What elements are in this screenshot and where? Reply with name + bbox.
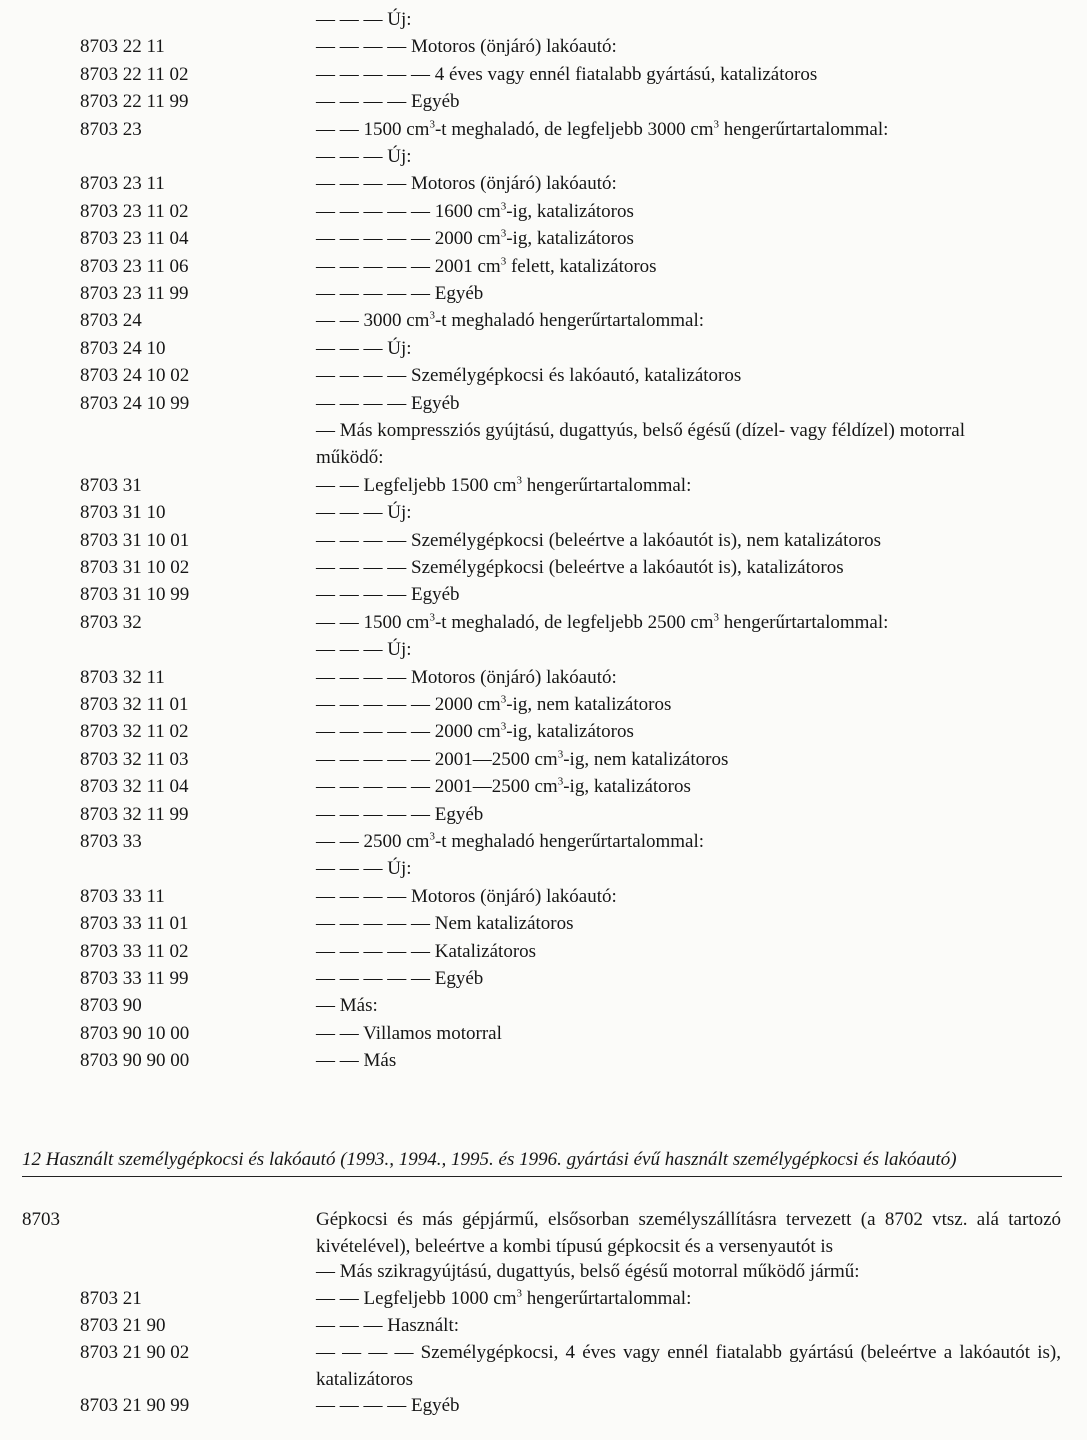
tariff-description: — — Legfeljebb 1500 $cm^3$ hengerűrtartalommal:: [316, 474, 692, 496]
tariff-row: [0, 88, 1087, 115]
tariff-code: 8703 22 11 02: [80, 63, 189, 85]
tariff-code: 8703 23 11: [80, 173, 165, 195]
tariff-description: — — — Használt:: [316, 1315, 460, 1336]
tariff-code: 8703 33: [80, 831, 142, 852]
tariff-row: [0, 801, 1087, 828]
tariff-description: — — — — Egyéb: [316, 584, 460, 606]
tariff-description: — — — — Motoros (önjáró) lakóautó:: [316, 666, 617, 688]
tariff-row: [0, 883, 1087, 910]
tariff-code: 8703 32 11 02: [80, 721, 189, 743]
tariff-code: 8703 33 11 99: [80, 968, 189, 989]
tariff-code: 8703 31 10 99: [80, 584, 190, 606]
tariff-code: 8703 22 11: [80, 36, 165, 58]
tariff-description: — — 2500 $cm^3-t$ meghaladó hengerűrtartalommal:: [316, 830, 705, 852]
tariff-description: — — — — Személygépkocsi, 4 éves vagy ennél fiatalabb gyártású (beleértve a lakóautót is), katalizátoros: [316, 1342, 1061, 1390]
tariff-description: — — — — Egyéb: [316, 1395, 460, 1416]
tariff-code: 8703 32: [80, 611, 142, 633]
tariff-row: [0, 965, 1087, 992]
tariff-code: 8703 32 11 99: [80, 803, 189, 825]
tariff-row: [0, 1020, 1087, 1047]
tariff-code: 8703 21: [80, 1288, 142, 1309]
tariff-code: 8703 31 10: [80, 502, 166, 524]
tariff-description: — — — Új:: [316, 502, 412, 524]
tariff-code: 8703 21 90 02: [80, 1342, 190, 1363]
tariff-description: — — — — — 2000 $cm^3-ig$, nem katalizátoros: [316, 693, 672, 715]
tariff-code: 8703 23 11 99: [80, 283, 189, 304]
tariff-description: — — — — Motoros (önjáró) lakóautó:: [316, 36, 617, 58]
tariff-code: 8703 31 10 01: [80, 529, 190, 551]
tariff-code: 8703 31: [80, 474, 142, 496]
tariff-description: működő:: [316, 447, 384, 469]
tariff-code: 8703 24 10: [80, 337, 166, 359]
tariff-description: — — — — — Nem katalizátoros: [316, 913, 574, 935]
heading-row: [0, 1206, 1087, 1260]
tariff-row: [0, 170, 1087, 197]
tariff-description: — — 3000 $cm^3-t$ meghaladó hengerűrtartalommal:: [316, 310, 705, 332]
heading-description: Gépkocsi és más gépjármű, elsősorban személyszállításra tervezett (a 8702 vtsz. alá tartozó kivételével), beleértve a kombi típusú gépkocsit és a versenyautót is: [316, 1209, 1061, 1257]
tariff-description: — — Villamos motorral: [316, 1022, 502, 1044]
tariff-description: — — — — Egyéb: [316, 91, 460, 113]
tariff-description: — — Más: [316, 1050, 397, 1072]
tariff-row: [0, 335, 1087, 362]
tariff-row: [0, 444, 1087, 471]
tariff-row: [0, 828, 1087, 855]
tariff-description: — — — — — Egyéb: [316, 283, 484, 304]
tariff-description: — — — Új:: [316, 639, 412, 661]
tariff-row: [0, 417, 1087, 444]
tariff-row: [0, 307, 1087, 334]
tariff-code: 8703 24: [80, 310, 142, 332]
tariff-description: — — 1500 $cm^3-t$ meghaladó, de legfeljebb 2500 $cm^3$ hengerűrtartalommal:: [316, 611, 889, 633]
tariff-row: [0, 581, 1087, 608]
tariff-row: [0, 691, 1087, 718]
tariff-description: — — — — — 2001—2500 $cm^3-ig$, katalizátoros: [316, 775, 691, 798]
tariff-row: [0, 1392, 1087, 1419]
tariff-description: — — — Új:: [316, 337, 412, 359]
tariff-row: [0, 910, 1087, 937]
tariff-code: 8703 90 10 00: [80, 1022, 190, 1044]
tariff-code: 8703 22 11 99: [80, 91, 189, 113]
tariff-description: — — — — — 1600 $cm^3-ig$, katalizátoros: [316, 200, 634, 222]
tariff-description: — Más:: [316, 995, 378, 1017]
tariff-code: 8703 33 11 01: [80, 913, 189, 935]
tariff-code: 8703 32 11 04: [80, 776, 189, 798]
tariff-row: [0, 143, 1087, 170]
tariff-code: 8703 32 11 03: [80, 748, 189, 770]
tariff-row: [0, 636, 1087, 663]
tariff-code: 8703 33 11 02: [80, 940, 189, 962]
tariff-description: — — — — Személygépkocsi (beleértve a lakóautót is), katalizátoros: [316, 557, 844, 578]
tariff-description: — — — — — Egyéb: [316, 968, 484, 989]
tariff-code: 8703 32 11: [80, 666, 165, 688]
section-divider: [22, 1176, 1062, 1177]
tariff-row: [0, 390, 1087, 417]
tariff-description: — — — Új:: [316, 146, 412, 167]
tariff-description: — Más kompressziós gyújtású, dugattyús, belső égésű (dízel- vagy féldízel) motorral: [316, 420, 966, 441]
tariff-row: [0, 116, 1087, 143]
tariff-row: [0, 362, 1087, 389]
tariff-description: — — Legfeljebb 1000 $cm^3$ hengerűrtartalommal:: [316, 1287, 692, 1309]
tariff-description: — — — — Személygépkocsi (beleértve a lakóautót is), nem katalizátoros: [316, 529, 882, 551]
tariff-description: — — — — — 4 éves vagy ennél fiatalabb gyártású, katalizátoros: [316, 63, 818, 85]
tariff-row: [0, 938, 1087, 965]
tariff-row: [0, 664, 1087, 691]
tariff-row: [0, 527, 1087, 554]
tariff-code: 8703 24 10 99: [80, 392, 190, 414]
tariff-code: 8703 23 11 06: [80, 255, 189, 277]
tariff-description: — — — Új:: [316, 9, 412, 30]
tariff-row: [0, 1312, 1087, 1339]
tariff-description: — — — — Motoros (önjáró) lakóautó:: [316, 885, 617, 907]
tariff-description: — — — — — Katalizátoros: [316, 940, 537, 962]
tariff-description: — Más szikragyújtású, dugattyús, belső égésű motorral működő jármű:: [316, 1261, 860, 1282]
tariff-row: [0, 855, 1087, 882]
tariff-code: 8703 90: [80, 995, 142, 1017]
tariff-row: [0, 1285, 1087, 1312]
tariff-code: 8703 21 90 99: [80, 1395, 190, 1416]
tariff-description: — — 1500 $cm^3-t$ meghaladó, de legfeljebb 3000 $cm^3$ hengerűrtartalommal:: [316, 118, 889, 140]
tariff-code: 8703 23 11 04: [80, 228, 189, 250]
tariff-description: — — — Új:: [316, 858, 412, 880]
tariff-row: [0, 746, 1087, 773]
tariff-code: 8703 21 90: [80, 1315, 166, 1336]
tariff-row: [0, 554, 1087, 581]
section-heading: 12 Használt személygépkocsi és lakóautó (1993., 1994., 1995. és 1996. gyártási évű használt személygépkocsi és lakóautó): [22, 1149, 957, 1170]
tariff-row: [0, 718, 1087, 745]
tariff-row: [0, 609, 1087, 636]
tariff-row: [0, 280, 1087, 307]
tariff-row: [0, 33, 1087, 60]
tariff-description: — — — — — 2001 $cm^3$ felett, katalizátoros: [316, 255, 657, 277]
tariff-description: — — — — Személygépkocsi és lakóautó, katalizátoros: [316, 365, 742, 387]
tariff-description: — — — — — 2000 $cm^3-ig$, katalizátoros: [316, 721, 634, 743]
tariff-description: — — — — — 2000 $cm^3-ig$, katalizátoros: [316, 227, 634, 250]
tariff-code: 8703 32 11 01: [80, 694, 189, 715]
tariff-row: [0, 253, 1087, 280]
tariff-row: [0, 1339, 1087, 1393]
tariff-code: 8703 31 10 02: [80, 557, 190, 578]
tariff-row: [0, 472, 1087, 499]
tariff-code: 8703 90 90 00: [80, 1050, 190, 1072]
heading-code: 8703: [22, 1209, 60, 1230]
tariff-row: [0, 225, 1087, 252]
tariff-description: — — — — — 2001—2500 $cm^3-ig$, nem katalizátoros: [316, 748, 729, 770]
tariff-row: [0, 198, 1087, 225]
tariff-row: [0, 1258, 1087, 1285]
tariff-row: [0, 61, 1087, 88]
tariff-row: [0, 6, 1087, 33]
tariff-row: [0, 992, 1087, 1019]
tariff-code: 8703 33 11: [80, 885, 165, 907]
tariff-code: 8703 23 11 02: [80, 200, 189, 222]
tariff-row: [0, 1047, 1087, 1074]
tariff-description: — — — — Egyéb: [316, 392, 460, 414]
tariff-code: 8703 24 10 02: [80, 365, 190, 387]
tariff-description: — — — — — Egyéb: [316, 803, 484, 825]
tariff-row: [0, 499, 1087, 526]
tariff-row: [0, 773, 1087, 800]
tariff-description: — — — — Motoros (önjáró) lakóautó:: [316, 173, 617, 195]
tariff-code: 8703 23: [80, 118, 142, 140]
